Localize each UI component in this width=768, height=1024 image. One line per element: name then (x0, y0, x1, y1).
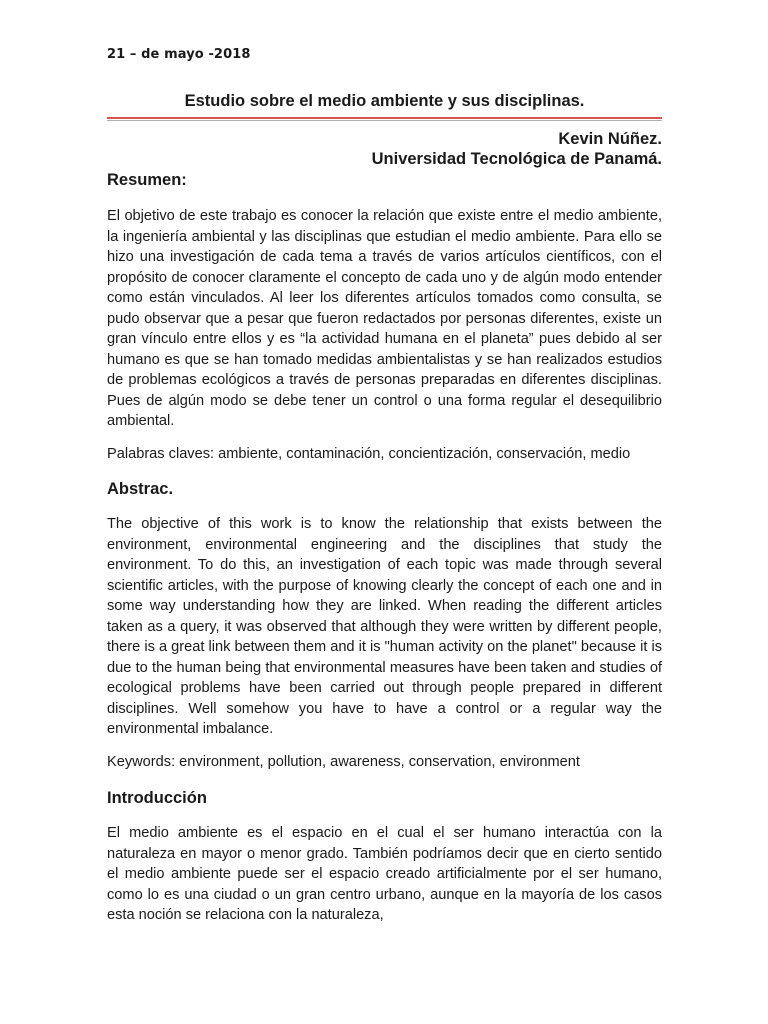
keywords-resumen: Palabras claves: ambiente, contaminación, concientización, conservación, medio (107, 446, 631, 462)
heading-resumen: Resumen: (107, 171, 187, 189)
author-affiliation: Universidad Tecnológica de Panamá. (371, 150, 662, 168)
keywords-abstract: Keywords: environment, pollution, awareness, conservation, environment (107, 754, 580, 770)
title-rule-gray (107, 120, 662, 121)
heading-abstract: Abstrac. (107, 480, 174, 498)
paragraph-resumen: El objetivo de este trabajo es conocer la relación que existe entre el medio ambiente, la ingeniería ambiental y las disciplinas que estudian el medio ambiente. Para ello se hizo una investigación de cada tema a través de varios artículos científicos, con el propósito de conocer claramente el concepto de cada uno y de algún modo entender como están vinculados. Al leer los diferentes artículos tomados como consulta, se pudo observar que a pesar que fueron redactados por personas diferentes, existe un gran vínculo entre ellos y es “la actividad humana en el planeta” pues debido al ser humano es que se han tomado medidas ambientalistas y se han realizados estudios de problemas ecológicos a través de personas preparadas en diferentes disciplinas. Pues de algún modo se debe tener un control o una forma regular el desequilibrio ambiental. (107, 208, 662, 429)
heading-introduccion: Introducción (107, 789, 207, 807)
author-name: Kevin Núñez. (558, 130, 662, 148)
paragraph-abstract: The objective of this work is to know the relationship that exists between the environment, environmental engineering and the disciplines that study the environment. To do this, an investigation of each topic was made through several scientific articles, with the purpose of knowing clearly the concept of each one and in some way understanding how they are linked. When reading the different articles taken as a query, it was observed that although they were written by different people, there is a great link between them and it is "human activity on the planet" because it is due to the human being that environmental measures have been taken and studies of ecological problems have been carried out through people prepared in different disciplines. Well somehow you have to have a control or a regular way the environmental imbalance. (107, 516, 662, 737)
paper-title: Estudio sobre el medio ambiente y sus disciplinas. (184, 92, 585, 110)
paragraph-introduccion: El medio ambiente es el espacio en el cual el ser humano interactúa con la naturaleza en mayor o menor grado. También podríamos decir que en cierto sentido el medio ambiente puede ser el espacio creado artificialmente por el ser humano, como lo es una ciudad o un gran centro urbano, aunque en la mayoría de los casos esta noción se relaciona con la naturaleza, (107, 825, 662, 923)
document-date: 21 – de mayo -2018 (107, 47, 251, 62)
title-rule-red (107, 117, 662, 119)
